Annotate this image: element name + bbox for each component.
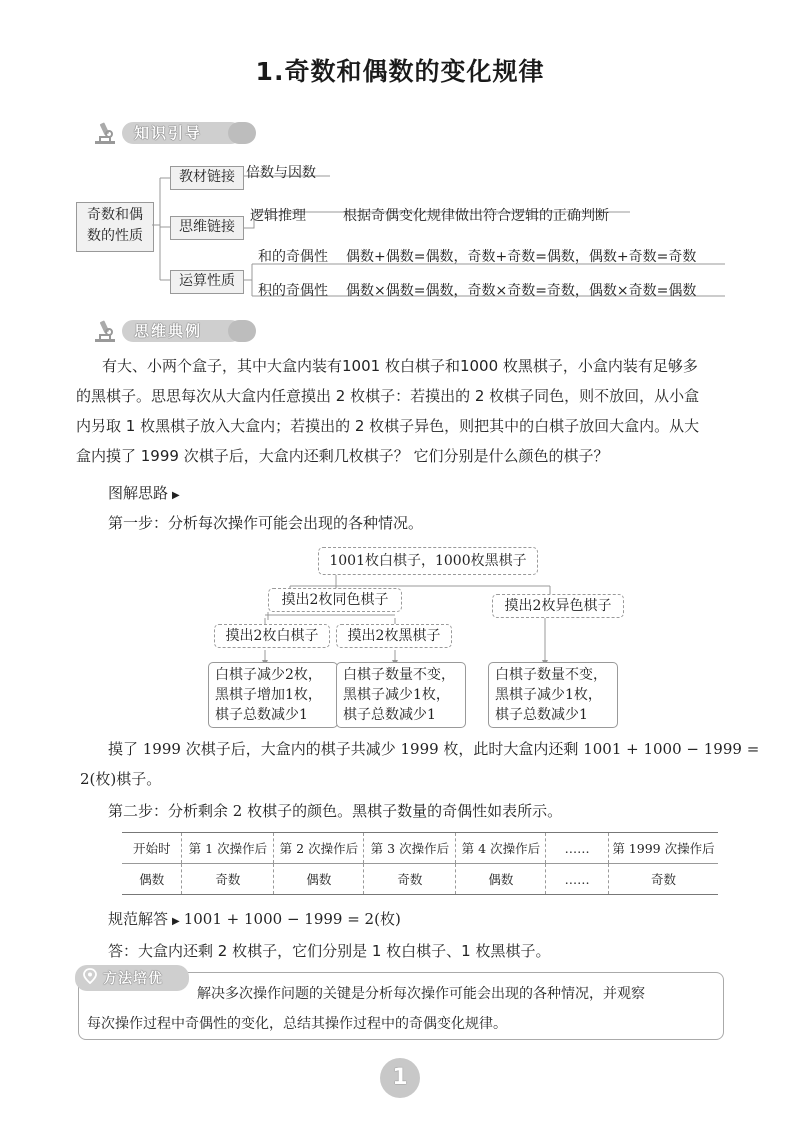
microscope-icon	[92, 120, 118, 146]
table-cell: 奇数	[182, 864, 274, 895]
tree-result-diff	[488, 662, 618, 728]
method-label-text: 方法培优	[103, 971, 163, 987]
step-two: 第二步：分析剩余 2 枚棋子的颜色。黑棋子数量的奇偶性如表所示。	[108, 802, 563, 820]
table-header: 第 1 次操作后	[182, 833, 274, 864]
problem-line-4: 盒内摸了 1999 次棋子后，大盒内还剩几枚棋子？ 它们分别是什么颜色的棋子？	[76, 447, 609, 465]
section-knowledge-header	[92, 120, 262, 146]
mindmap-root	[76, 202, 154, 252]
table-cell: 偶数	[274, 864, 364, 895]
problem-line-3: 内另取 1 枚黑棋子放入大盒内；若摸出的 2 枚棋子异色，则把其中的白棋子放回大盒内。从大	[76, 417, 700, 435]
table-header: 第 3 次操作后	[364, 833, 456, 864]
result-white-line1: 白棋子减少2枚，	[215, 667, 322, 683]
table-header: 第 2 次操作后	[274, 833, 364, 864]
triangle-right-icon: ▶	[172, 490, 180, 501]
tree-root: 1001枚白棋子，1000枚黑棋子	[318, 547, 538, 575]
result-diff-line1: 白棋子数量不变，	[495, 667, 607, 683]
answer-text: 答：大盒内还剩 2 枚棋子，它们分别是 1 枚白棋子、1 枚黑棋子。	[108, 942, 551, 960]
tree-result-white	[208, 662, 338, 728]
microscope-icon	[92, 318, 118, 344]
branch-thinking: 思维链接	[170, 216, 244, 240]
problem-line-1: 有大、小两个盒子，其中大盒内装有1001 枚白棋子和1000 枚黑棋子，小盒内装有足够多	[102, 357, 698, 375]
tree-diff-color: 摸出2枚异色棋子	[492, 594, 624, 618]
mindmap-root-text: 奇数和偶数的性质	[87, 207, 143, 244]
branch-textbook-item: 倍数与因数	[246, 165, 316, 181]
diagram-label	[108, 482, 180, 503]
table-cell: 偶数	[456, 864, 546, 895]
table-cell: 偶数	[139, 872, 165, 887]
table-cell: 奇数	[364, 864, 456, 895]
branch-thinking-item2: 根据奇偶变化规律做出符合逻辑的正确判断	[343, 208, 609, 224]
page-number: 1	[380, 1058, 420, 1098]
triangle-right-icon: ▶	[172, 916, 180, 927]
page-title: 1.奇数和偶数的变化规律	[255, 57, 545, 86]
table-cell: ……	[546, 864, 609, 895]
branch-thinking-item1: 逻辑推理	[250, 208, 306, 224]
method-line2: 每次操作过程中奇偶性的变化，总结其操作过程中的奇偶变化规律。	[87, 1016, 507, 1032]
table-cell: 奇数	[608, 864, 718, 895]
sum-parity-label: 和的奇偶性	[258, 249, 328, 265]
table-header: 第 4 次操作后	[456, 833, 546, 864]
after-text-line1: 摸了 1999 次棋子后，大盒内的棋子共减少 1999 枚，此时大盒内还剩 1001 + 1000 − 1999 =	[108, 740, 760, 758]
product-parity-rules: 偶数×偶数=偶数，奇数×奇数=奇数，偶数×奇数=偶数	[346, 283, 697, 299]
product-parity-label: 积的奇偶性	[258, 283, 328, 299]
result-white-line3: 棋子总数减少1	[215, 707, 308, 723]
parity-table	[122, 832, 718, 895]
solution-equation: 1001 + 1000 − 1999 = 2(枚)	[183, 910, 401, 928]
section-example-header	[92, 318, 262, 344]
diagram-label-text: 图解思路	[108, 484, 169, 502]
tree-two-white: 摸出2枚白棋子	[214, 624, 330, 648]
result-diff-line3: 棋子总数减少1	[495, 707, 588, 723]
location-pin-icon	[83, 968, 97, 984]
result-diff-line2: 黑棋子减少1枚，	[495, 687, 602, 703]
result-black-line3: 棋子总数减少1	[343, 707, 436, 723]
branch-textbook: 教材链接	[170, 166, 244, 190]
step-one: 第一步：分析每次操作可能会出现的各种情况。	[108, 514, 424, 532]
section-example-title: 思维典例	[122, 320, 242, 342]
section-knowledge-title: 知识引导	[122, 122, 242, 144]
method-box	[78, 972, 724, 1040]
branch-operation: 运算性质	[170, 270, 244, 294]
result-black-line1: 白棋子数量不变，	[343, 667, 455, 683]
solution-row	[108, 908, 401, 929]
sum-parity-rules: 偶数+偶数=偶数，奇数+奇数=偶数，偶数+奇数=奇数	[346, 249, 697, 265]
table-header: ……	[546, 833, 609, 864]
tree-result-black	[336, 662, 466, 728]
solution-label: 规范解答	[108, 910, 169, 928]
result-black-line2: 黑棋子减少1枚，	[343, 687, 450, 703]
table-header: 开始时	[122, 833, 182, 864]
after-text-line2: 2(枚)棋子。	[80, 770, 162, 788]
method-line1: 解决多次操作问题的关键是分析每次操作可能会出现的各种情况，并观察	[197, 986, 645, 1002]
tree-same-color: 摸出2枚同色棋子	[268, 588, 402, 612]
problem-line-2: 的黑棋子。思思每次从大盒内任意摸出 2 枚棋子：若摸出的 2 枚棋子同色，则不放回，从小盒	[76, 387, 700, 405]
method-label	[75, 965, 189, 991]
table-header: 第 1999 次操作后	[608, 833, 718, 864]
result-white-line2: 黑棋子增加1枚，	[215, 687, 322, 703]
tree-two-black: 摸出2枚黑棋子	[336, 624, 452, 648]
